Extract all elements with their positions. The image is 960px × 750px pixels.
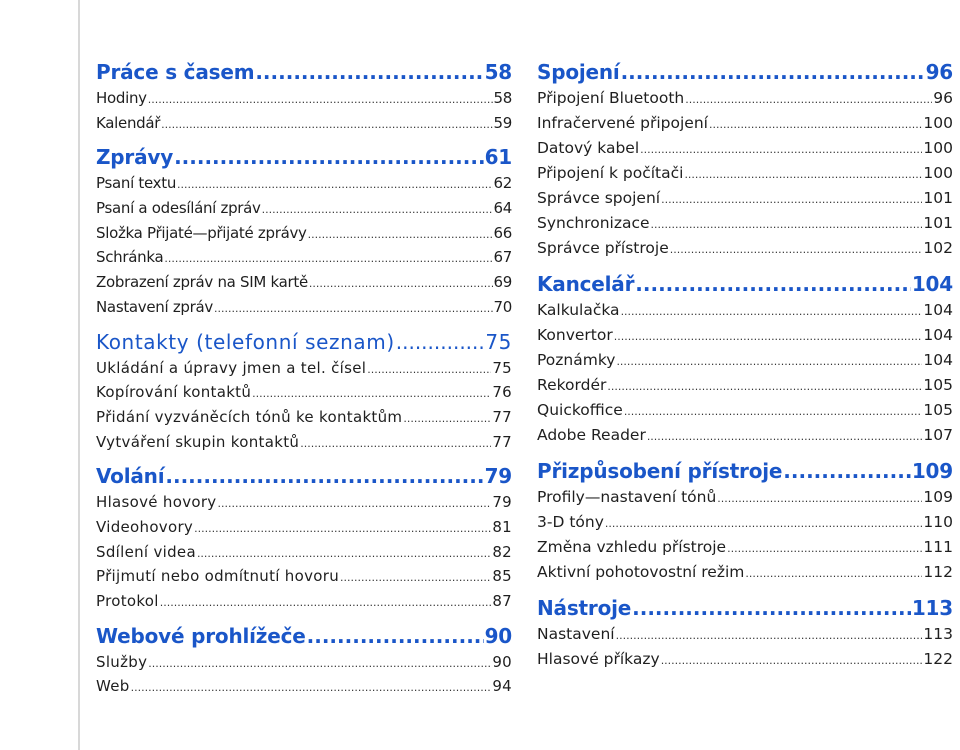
dot-leader <box>161 113 492 138</box>
toc-heading-page: 79 <box>484 464 512 489</box>
toc-entry-label: Hlasové hovory <box>96 493 217 512</box>
toc-entry[interactable] <box>96 111 512 136</box>
toc-entry[interactable] <box>537 236 953 261</box>
toc-entry[interactable] <box>96 270 512 295</box>
dot-leader <box>745 561 922 586</box>
toc-entry-label: Schránka <box>96 248 164 267</box>
toc-entry[interactable] <box>96 356 512 381</box>
toc-entry-label: Datový kabel <box>537 139 640 157</box>
toc-entry-page: 79 <box>492 493 512 512</box>
toc-heading-page: 109 <box>911 459 953 483</box>
toc-entry[interactable] <box>537 510 953 535</box>
toc-entry-page: 77 <box>492 432 512 451</box>
toc-entry[interactable] <box>537 298 953 323</box>
toc-entry-page: 102 <box>923 239 953 257</box>
dot-leader <box>607 374 922 399</box>
toc-entry-page: 111 <box>923 538 953 556</box>
dot-leader <box>218 492 492 517</box>
dot-leader <box>194 517 491 542</box>
toc-entry-page: 109 <box>923 488 953 506</box>
dot-leader <box>635 270 911 298</box>
dot-leader <box>165 462 483 490</box>
toc-heading-page: 58 <box>484 60 512 84</box>
toc-entry-label: Složka Přijaté—přijaté zprávy <box>96 223 307 242</box>
toc-entry[interactable] <box>537 647 953 672</box>
dot-leader <box>307 622 484 650</box>
toc-entry-page: 77 <box>492 407 512 426</box>
toc-entry[interactable] <box>537 323 953 348</box>
dot-leader <box>308 223 493 248</box>
toc-heading-title: Kancelář <box>537 272 635 296</box>
toc-entry-label: Infračervené připojení <box>537 114 708 132</box>
toc-entry-label: Synchronizace <box>537 214 650 232</box>
toc-entry[interactable] <box>96 171 512 196</box>
toc-heading-title: Nástroje <box>537 596 632 620</box>
toc-entry-page: 64 <box>493 199 512 218</box>
toc-entry-page: 101 <box>923 189 953 207</box>
toc-entry-page: 70 <box>493 297 512 316</box>
toc-entry-label: Aktivní pohotovostní režim <box>537 563 745 581</box>
dot-leader <box>131 676 492 701</box>
toc-entry-label: Sdílení videa <box>96 542 196 561</box>
toc-entry-label: Hodiny <box>96 89 147 107</box>
toc-entry-page: 104 <box>923 351 953 369</box>
toc-heading-title: Webové prohlížeče <box>96 623 306 648</box>
toc-entry-page: 110 <box>923 513 953 531</box>
toc-entry-label: Připojení k počítači <box>537 164 684 182</box>
toc-left-column <box>96 58 512 699</box>
dot-leader <box>160 591 492 616</box>
toc-entry-label: Adobe Reader <box>537 426 646 444</box>
toc-entry-page: 62 <box>493 174 512 193</box>
toc-entry-page: 85 <box>492 567 512 586</box>
dot-leader <box>640 137 922 162</box>
toc-entry-label: Kalkulačka <box>537 301 620 319</box>
toc-heading-title: Volání <box>96 464 165 489</box>
toc-entry[interactable] <box>96 540 512 565</box>
toc-heading-title: Práce s časem <box>96 60 255 84</box>
dot-leader <box>262 198 493 223</box>
dot-leader <box>661 187 922 212</box>
toc-heading-page: 96 <box>925 60 953 84</box>
toc-entry-label: Psaní a odesílání zpráv <box>96 199 261 218</box>
dot-leader <box>651 212 923 237</box>
dot-leader <box>214 297 493 322</box>
toc-entry-page: 81 <box>492 517 512 536</box>
toc-entry[interactable] <box>96 515 512 540</box>
toc-heading-page: 90 <box>484 623 512 648</box>
toc-heading[interactable] <box>96 143 512 171</box>
toc-entry-label: Správce přístroje <box>537 239 669 257</box>
toc-entry-page: 66 <box>493 223 512 242</box>
dot-leader <box>174 143 484 171</box>
dot-leader <box>614 324 923 349</box>
toc-entry-page: 101 <box>923 214 953 232</box>
toc-entry[interactable] <box>537 348 953 373</box>
toc-entry-label: Videohovory <box>96 517 194 536</box>
dot-leader <box>197 542 491 567</box>
dot-leader <box>616 349 922 374</box>
toc-entry[interactable] <box>537 373 953 398</box>
toc-entry[interactable] <box>537 398 953 423</box>
toc-entry-label: Psaní textu <box>96 174 177 193</box>
dot-leader <box>255 58 483 86</box>
toc-entry-page: 105 <box>923 376 953 394</box>
toc-heading[interactable] <box>96 622 512 650</box>
toc-heading[interactable] <box>96 328 512 356</box>
toc-entry[interactable] <box>96 430 512 455</box>
toc-heading-title: Přizpůsobení přístroje <box>537 459 783 483</box>
toc-entry-page: 96 <box>933 89 953 107</box>
toc-entry-page: 82 <box>492 542 512 561</box>
toc-entry-label: Nastavení <box>537 625 615 643</box>
toc-entry[interactable] <box>537 86 953 111</box>
toc-entry-label: Rekordér <box>537 376 607 394</box>
dot-leader <box>309 272 493 297</box>
toc-entry-label: Web <box>96 677 130 696</box>
toc-entry-page: 67 <box>493 248 512 267</box>
toc-entry-page: 105 <box>923 401 953 419</box>
toc-entry[interactable] <box>537 423 953 448</box>
toc-entry-page: 104 <box>923 301 953 319</box>
toc-entry[interactable] <box>537 111 953 136</box>
toc-entry-label: Kalendář <box>96 113 161 132</box>
toc-entry-page: 100 <box>923 164 953 182</box>
toc-entry-label: Zobrazení zpráv na SIM kartě <box>96 273 308 292</box>
toc-entry-page: 76 <box>492 383 512 402</box>
toc-entry-page: 69 <box>493 273 512 292</box>
dot-leader <box>670 237 923 262</box>
toc-entry-page: 122 <box>923 650 953 668</box>
dot-leader <box>605 511 923 536</box>
toc-entry-label: Protokol <box>96 592 159 610</box>
toc-entry[interactable] <box>537 136 953 161</box>
dot-leader <box>621 299 923 324</box>
toc-entry-page: 87 <box>492 592 512 610</box>
dot-leader <box>717 486 922 511</box>
toc-entry-page: 107 <box>923 426 953 444</box>
toc-entry-label: Poznámky <box>537 351 616 369</box>
dot-leader <box>403 407 491 432</box>
toc-entry[interactable] <box>96 86 512 111</box>
toc-entry-page: 59 <box>493 113 512 132</box>
toc-entry-page: 100 <box>923 139 953 157</box>
dot-leader <box>624 399 923 424</box>
toc-heading-title: Kontakty (telefonní seznam) <box>96 329 395 354</box>
dot-leader <box>709 112 922 137</box>
toc-heading-page: 104 <box>911 272 953 296</box>
toc-entry-label: 3-D tóny <box>537 513 604 531</box>
dot-leader <box>164 247 492 272</box>
toc-heading-title: Zprávy <box>96 145 174 170</box>
dot-leader <box>177 173 492 198</box>
toc-heading-page: 75 <box>485 329 512 354</box>
dot-leader <box>616 623 923 648</box>
toc-entry-label: Změna vzhledu přístroje <box>537 538 727 556</box>
dot-leader <box>685 87 932 112</box>
dot-leader <box>632 594 911 622</box>
toc-entry[interactable] <box>96 589 512 614</box>
dot-leader <box>621 58 925 86</box>
toc-entry[interactable] <box>537 186 953 211</box>
dot-leader <box>727 536 922 561</box>
dot-leader <box>340 566 491 591</box>
toc-entry-label: Připojení Bluetooth <box>537 89 685 107</box>
toc-entry-label: Vytváření skupin kontaktů <box>96 432 300 451</box>
toc-entry-page: 58 <box>493 89 512 107</box>
toc-entry[interactable] <box>537 211 953 236</box>
toc-entry[interactable] <box>96 196 512 221</box>
dot-leader <box>684 162 922 187</box>
toc-entry[interactable] <box>537 485 953 510</box>
toc-entry[interactable] <box>96 380 512 405</box>
toc-entry-label: Kopírování kontaktů <box>96 383 252 402</box>
toc-entry[interactable] <box>96 564 512 589</box>
page-margin-rule <box>78 0 80 750</box>
toc-entry-label: Služby <box>96 652 148 671</box>
toc-heading[interactable] <box>537 58 953 86</box>
toc-entry[interactable] <box>537 535 953 560</box>
toc-entry[interactable] <box>96 650 512 675</box>
toc-entry-label: Profily—nastavení tónů <box>537 488 717 506</box>
dot-leader <box>148 652 491 677</box>
toc-heading[interactable] <box>537 270 953 298</box>
toc-heading[interactable] <box>537 594 953 622</box>
toc-heading[interactable] <box>96 462 512 490</box>
toc-entry[interactable] <box>537 622 953 647</box>
toc-entry[interactable] <box>96 221 512 246</box>
toc-heading[interactable] <box>96 58 512 86</box>
toc-entry-page: 94 <box>492 677 512 696</box>
dot-leader <box>300 432 491 457</box>
toc-entry-label: Přidání vyzváněcích tónů ke kontaktům <box>96 407 403 426</box>
toc-entry[interactable] <box>537 161 953 186</box>
dot-leader <box>647 424 923 449</box>
toc-entry-label: Správce spojení <box>537 189 661 207</box>
toc-entry-page: 113 <box>923 625 953 643</box>
toc-entry[interactable] <box>96 295 512 320</box>
toc-heading[interactable] <box>537 457 953 485</box>
toc-entry-label: Nastavení zpráv <box>96 297 213 316</box>
toc-right-column <box>537 58 953 672</box>
toc-entry[interactable] <box>537 560 953 585</box>
dot-leader <box>252 382 491 407</box>
toc-heading-title: Spojení <box>537 60 620 84</box>
toc-entry-page: 100 <box>923 114 953 132</box>
toc-entry-label: Hlasové příkazy <box>537 650 660 668</box>
toc-entry[interactable] <box>96 674 512 699</box>
toc-entry[interactable] <box>96 490 512 515</box>
toc-heading-page: 113 <box>911 596 953 620</box>
toc-entry-page: 112 <box>923 563 953 581</box>
dot-leader <box>367 358 491 383</box>
dot-leader <box>148 88 493 113</box>
toc-entry-label: Ukládání a úpravy jmen a tel. čísel <box>96 358 367 377</box>
dot-leader <box>661 648 923 673</box>
toc-entry-page: 75 <box>492 358 512 377</box>
dot-leader <box>783 457 911 485</box>
toc-entry-page: 104 <box>923 326 953 344</box>
toc-entry-label: Quickoffice <box>537 401 623 419</box>
toc-entry[interactable] <box>96 245 512 270</box>
toc-heading-page: 61 <box>484 145 512 170</box>
toc-entry-label: Přijmutí nebo odmítnutí hovoru <box>96 567 340 586</box>
dot-leader <box>396 328 485 356</box>
toc-entry[interactable] <box>96 405 512 430</box>
toc-entry-label: Konvertor <box>537 326 613 344</box>
toc-entry-page: 90 <box>492 652 512 671</box>
